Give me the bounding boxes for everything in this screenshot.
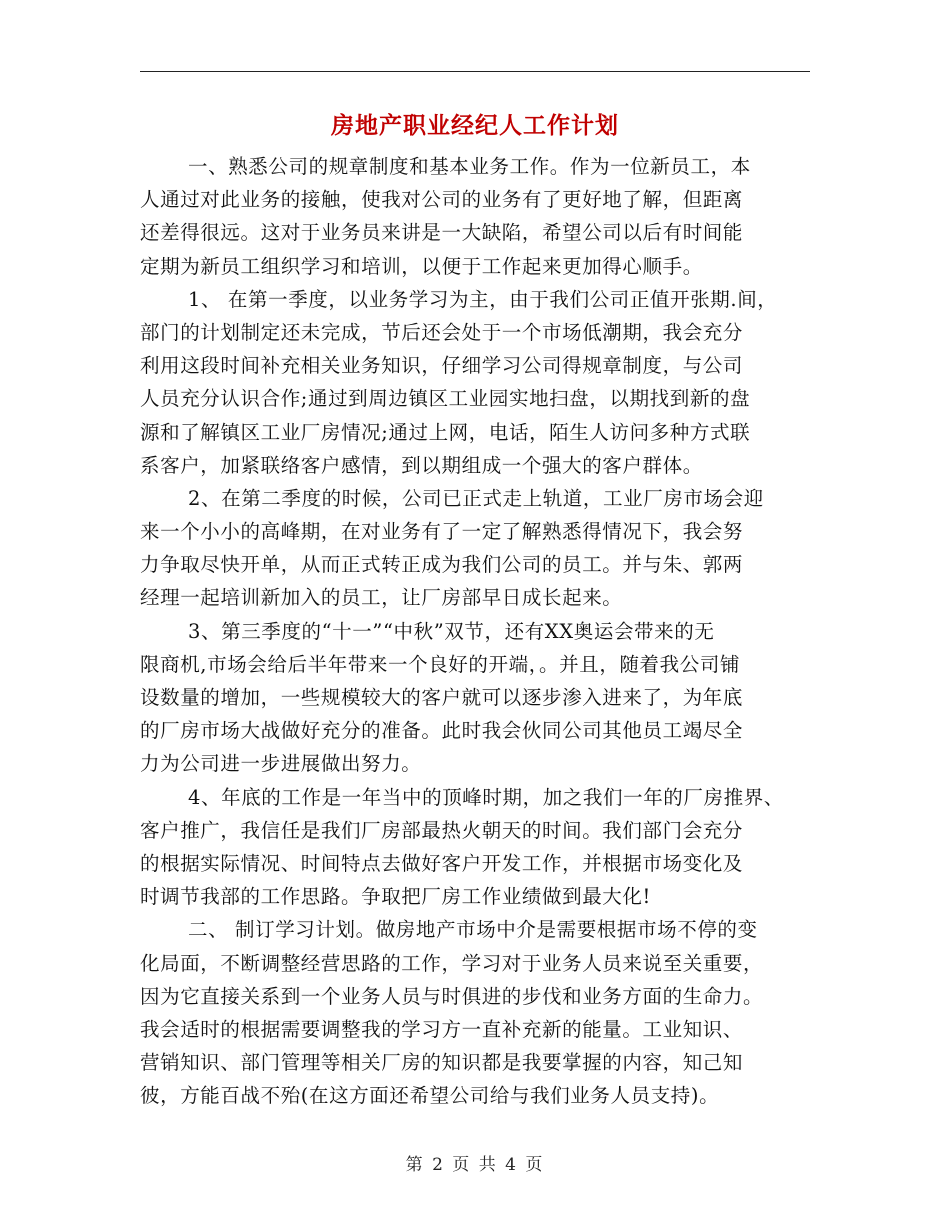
body-line: 部门的计划制定还未完成，节后还会处于一个市场低潮期，我会充分 (140, 320, 744, 344)
body-line: 利用这段时间补充相关业务知识，仔细学习公司得规章制度，与公司 (140, 354, 744, 378)
page-footer: 第 2 页 共 4 页 (405, 1155, 545, 1175)
body-line: 的根据实际情况、时间特点去做好客户开发工作，并根据市场变化及 (140, 851, 744, 875)
body-line: 限商机,市场会给后半年带来一个良好的开端，。并且，随着我公司铺 (140, 652, 741, 676)
body-line: 力争取尽快开单，从而正式转正成为我们公司的员工。并与朱、郭两 (140, 553, 744, 577)
body-line: 还差得很远。这对于业务员来讲是一大缺陷，希望公司以后有时间能 (140, 221, 744, 245)
body-line: 时调节我部的工作思路。争取把厂房工作业绩做到最大化! (140, 885, 651, 909)
body-line: 我会适时的根据需要调整我的学习方一直补充新的能量。工业知识、 (140, 1017, 744, 1041)
header-rule (140, 71, 810, 72)
body-line: 经理一起培训新加入的员工，让厂房部早日成长起来。 (140, 586, 623, 610)
body-line: 人通过对此业务的接触，使我对公司的业务有了更好地了解，但距离 (140, 188, 744, 212)
body-line: 因为它直接关系到一个业务人员与时俱进的步伐和业务方面的生命力。 (140, 984, 764, 1008)
body-line: 化局面，不断调整经营思路的工作，学习对于业务人员来说至关重要， (140, 951, 764, 975)
body-line: 定期为新员工组织学习和培训，以便于工作起来更加得心顺手。 (140, 254, 703, 278)
body-line: 1、 在第一季度，以业务学习为主，由于我们公司正值开张期.间， (188, 287, 778, 311)
body-line: 力为公司进一步进展做出努力。 (140, 752, 422, 776)
body-line: 设数量的增加，一些规模较大的客户就可以逐步渗入进来了，为年底 (140, 686, 744, 709)
body-line: 的厂房市场大战做好充分的准备。此时我会伙同公司其他员工竭尽全 (140, 719, 744, 743)
body-line: 客户推广，我信任是我们厂房部最热火朝天的时间。我们部门会充分 (140, 818, 744, 842)
body-line: 系客户，加紧联络客户感情，到以期组成一个强大的客户群体。 (140, 453, 703, 477)
document-body (140, 150, 820, 1112)
body-line: 一、熟悉公司的规章制度和基本业务工作。作为一位新员工，本 (188, 155, 751, 178)
body-line: 营销知识、部门管理等相关厂房的知识都是我要掌握的内容，知己知 (140, 1051, 744, 1075)
body-line: 人员充分认识合作;通过到周边镇区工业园实地扫盘，以期找到新的盘 (140, 387, 751, 411)
body-line: 二、 制订学习计划。做房地产市场中介是需要根据市场不停的变 (188, 918, 758, 942)
body-line: 2、在第二季度的时候，公司已正式走上轨道，工业厂房市场会迎 (188, 486, 764, 510)
body-line: 彼，方能百战不殆(在这方面还希望公司给与我们业务人员支持)。 (140, 1084, 720, 1108)
body-line: 3、第三季度的“十一”“中秋”双节，还有XX奥运会带来的无 (188, 619, 715, 643)
document-title: 房地产职业经纪人工作计划 (331, 112, 619, 139)
body-line: 来一个小小的高峰期，在对业务有了一定了解熟悉得情况下，我会努 (140, 520, 744, 544)
body-line: 4、年底的工作是一年当中的顶峰时期，加之我们一年的厂房推界、 (188, 785, 784, 809)
body-line: 源和了解镇区工业厂房情况;通过上网，电话，陌生人访问多种方式联 (140, 420, 751, 444)
